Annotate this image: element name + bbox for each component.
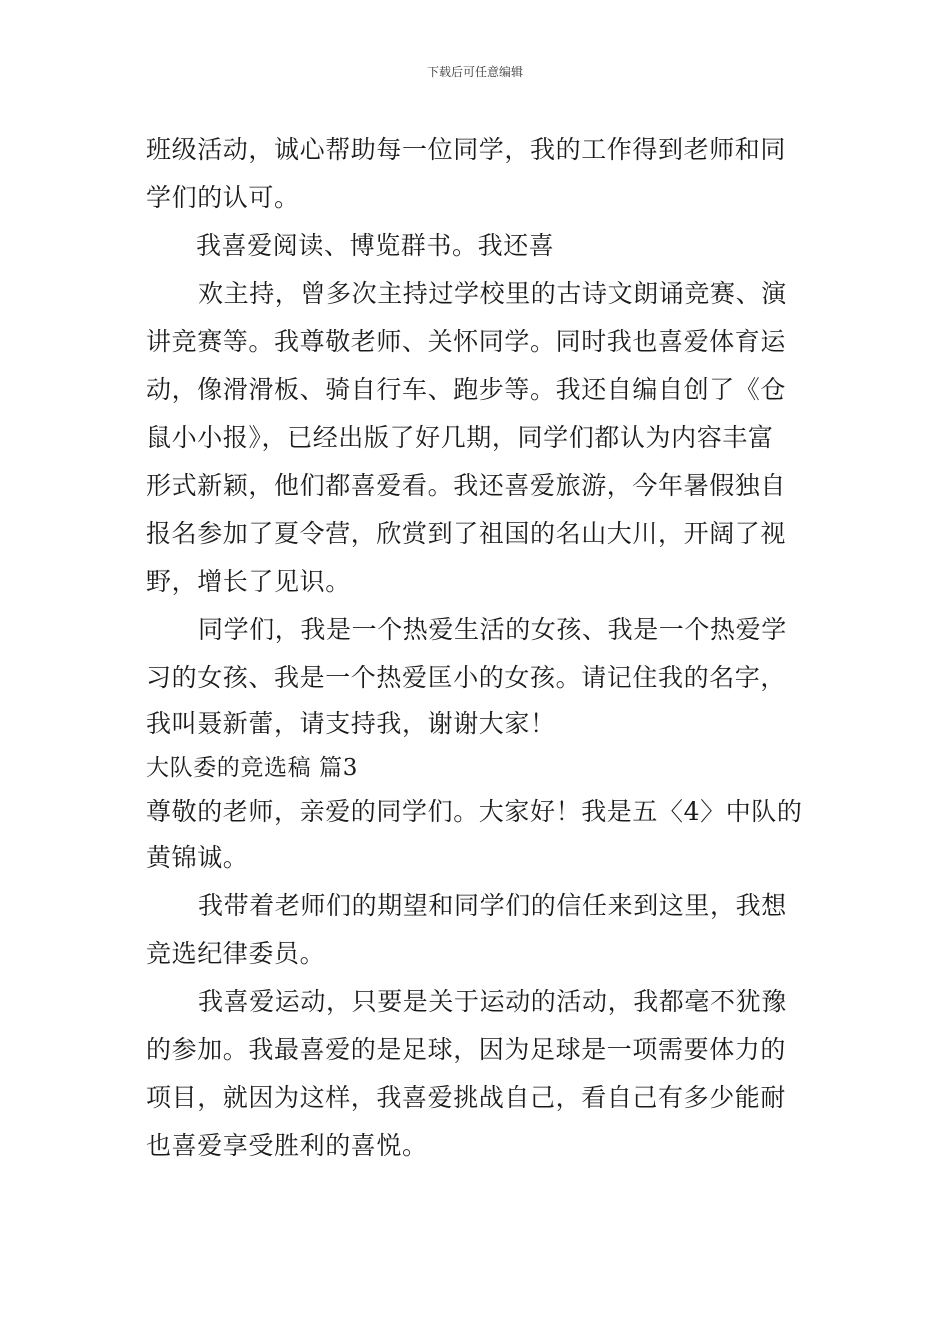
paragraph-line: 也喜爱享受胜利的喜悦。 — [146, 1131, 428, 1160]
paragraph-line: 我喜爱运动，只要是关于运动的活动，我都毫不犹豫 — [198, 987, 787, 1016]
paragraph-line: 班级活动，诚心帮助每一位同学，我的工作得到老师和同 — [146, 135, 787, 164]
paragraph-line: 形式新颖，他们都喜爱看。我还喜爱旅游，今年暑假独自 — [146, 471, 787, 500]
paragraph-line: 尊敬的老师，亲爱的同学们。大家好！我是五〈4〉中队的 — [146, 797, 803, 826]
paragraph-line: 欢主持，曾多次主持过学校里的古诗文朗诵竞赛、演 — [198, 279, 787, 308]
document-body — [146, 126, 808, 1170]
page-header-note: 下载后可任意编辑 — [426, 65, 523, 79]
paragraph-line: 鼠小小报》，已经出版了好几期，同学们都认为内容丰富 — [146, 423, 774, 452]
paragraph-line: 讲竞赛等。我尊敬老师、关怀同学。同时我也喜爱体育运 — [146, 327, 787, 356]
paragraph-line: 我叫聂新蕾，请支持我，谢谢大家！ — [146, 709, 556, 738]
paragraph-line: 我带着老师们的期望和同学们的信任来到这里，我想 — [198, 891, 787, 920]
paragraph-line: 我喜爱阅读、博览群书。我还喜 — [196, 231, 555, 260]
section-heading: 大队委的竞选稿 篇3 — [146, 755, 358, 781]
paragraph-line: 的参加。我最喜爱的是足球，因为足球是一项需要体力的 — [146, 1035, 787, 1064]
paragraph-line: 竞选纪律委员。 — [146, 939, 326, 968]
paragraph-line: 动，像滑滑板、骑自行车、跑步等。我还自编自创了《仓 — [146, 375, 787, 404]
paragraph-line: 黄锦诚。 — [146, 843, 249, 872]
paragraph-line: 野，增长了见识。 — [146, 567, 351, 596]
paragraph-line: 报名参加了夏令营，欣赏到了祖国的名山大川，开阔了视 — [146, 519, 787, 548]
paragraph-line: 项目，就因为这样，我喜爱挑战自己，看自己有多少能耐 — [146, 1083, 787, 1112]
paragraph-line: 学们的认可。 — [146, 183, 300, 212]
paragraph-line: 同学们，我是一个热爱生活的女孩、我是一个热爱学 — [198, 615, 787, 644]
paragraph-line: 习的女孩、我是一个热爱匡小的女孩。请记住我的名字， — [146, 663, 787, 692]
